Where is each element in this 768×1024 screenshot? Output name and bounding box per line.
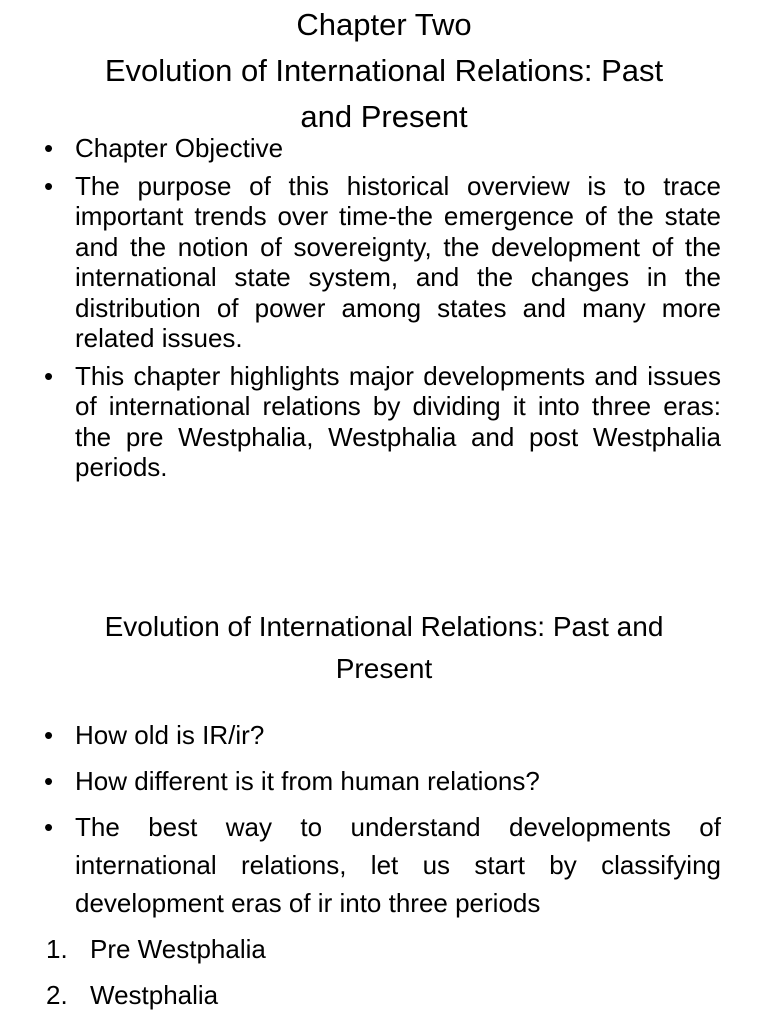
bullet-text: How different is it from human relations? <box>75 766 540 796</box>
item-number: 2. <box>46 980 68 1010</box>
bullet-item <box>0 133 768 164</box>
bullet-text: How old is IR/ir? <box>75 720 265 750</box>
bullet-text: The purpose of this historical overview is to trace important trends over time-the emergence of the state and the notion of sovereignty, the development of the international state system, and the changes in the distribution of power among states and many more related issues. <box>75 170 721 353</box>
bullet-icon: • <box>44 170 54 201</box>
bullet-item <box>0 808 768 922</box>
bullet-text: Chapter Objective <box>75 133 284 163</box>
bullet-icon: • <box>44 133 54 163</box>
slide-1-bullet-list <box>0 133 768 483</box>
numbered-item-text: Westphalia <box>90 980 219 1010</box>
title-line: Present <box>335 653 433 684</box>
item-number: 1. <box>46 934 68 964</box>
bullet-icon: • <box>44 720 54 750</box>
bullet-item <box>0 716 768 754</box>
bullet-text: The best way to understand developments of international relations, let us start by classifying development eras of ir into three periods <box>75 812 721 918</box>
bullet-text: This chapter highlights major developments and issues of international relations by dividing it into three eras: the pre Westphalia, Westphalia and post Westphalia periods. <box>75 360 721 482</box>
title-line: Evolution of International Relations: Past and <box>104 611 664 642</box>
numbered-item-text: Pre Westphalia <box>90 934 266 964</box>
title-line: Chapter Two <box>296 7 472 42</box>
title-line: Evolution of International Relations: Past <box>104 53 664 88</box>
bullet-item <box>0 171 768 354</box>
numbered-item <box>0 976 768 1014</box>
slide-2 <box>0 600 768 1024</box>
bullet-icon: • <box>44 766 54 796</box>
slide-1 <box>0 0 768 500</box>
slide-2-bullet-list <box>0 716 768 922</box>
numbered-item <box>0 930 768 968</box>
bullet-icon: • <box>44 360 54 391</box>
title-line: and Present <box>300 99 468 134</box>
bullet-icon: • <box>44 812 54 842</box>
slide-2-numbered-list <box>0 930 768 1014</box>
bullet-item <box>0 361 768 483</box>
bullet-item <box>0 762 768 800</box>
slide-2-title <box>0 600 768 690</box>
slide-1-title <box>0 0 768 140</box>
